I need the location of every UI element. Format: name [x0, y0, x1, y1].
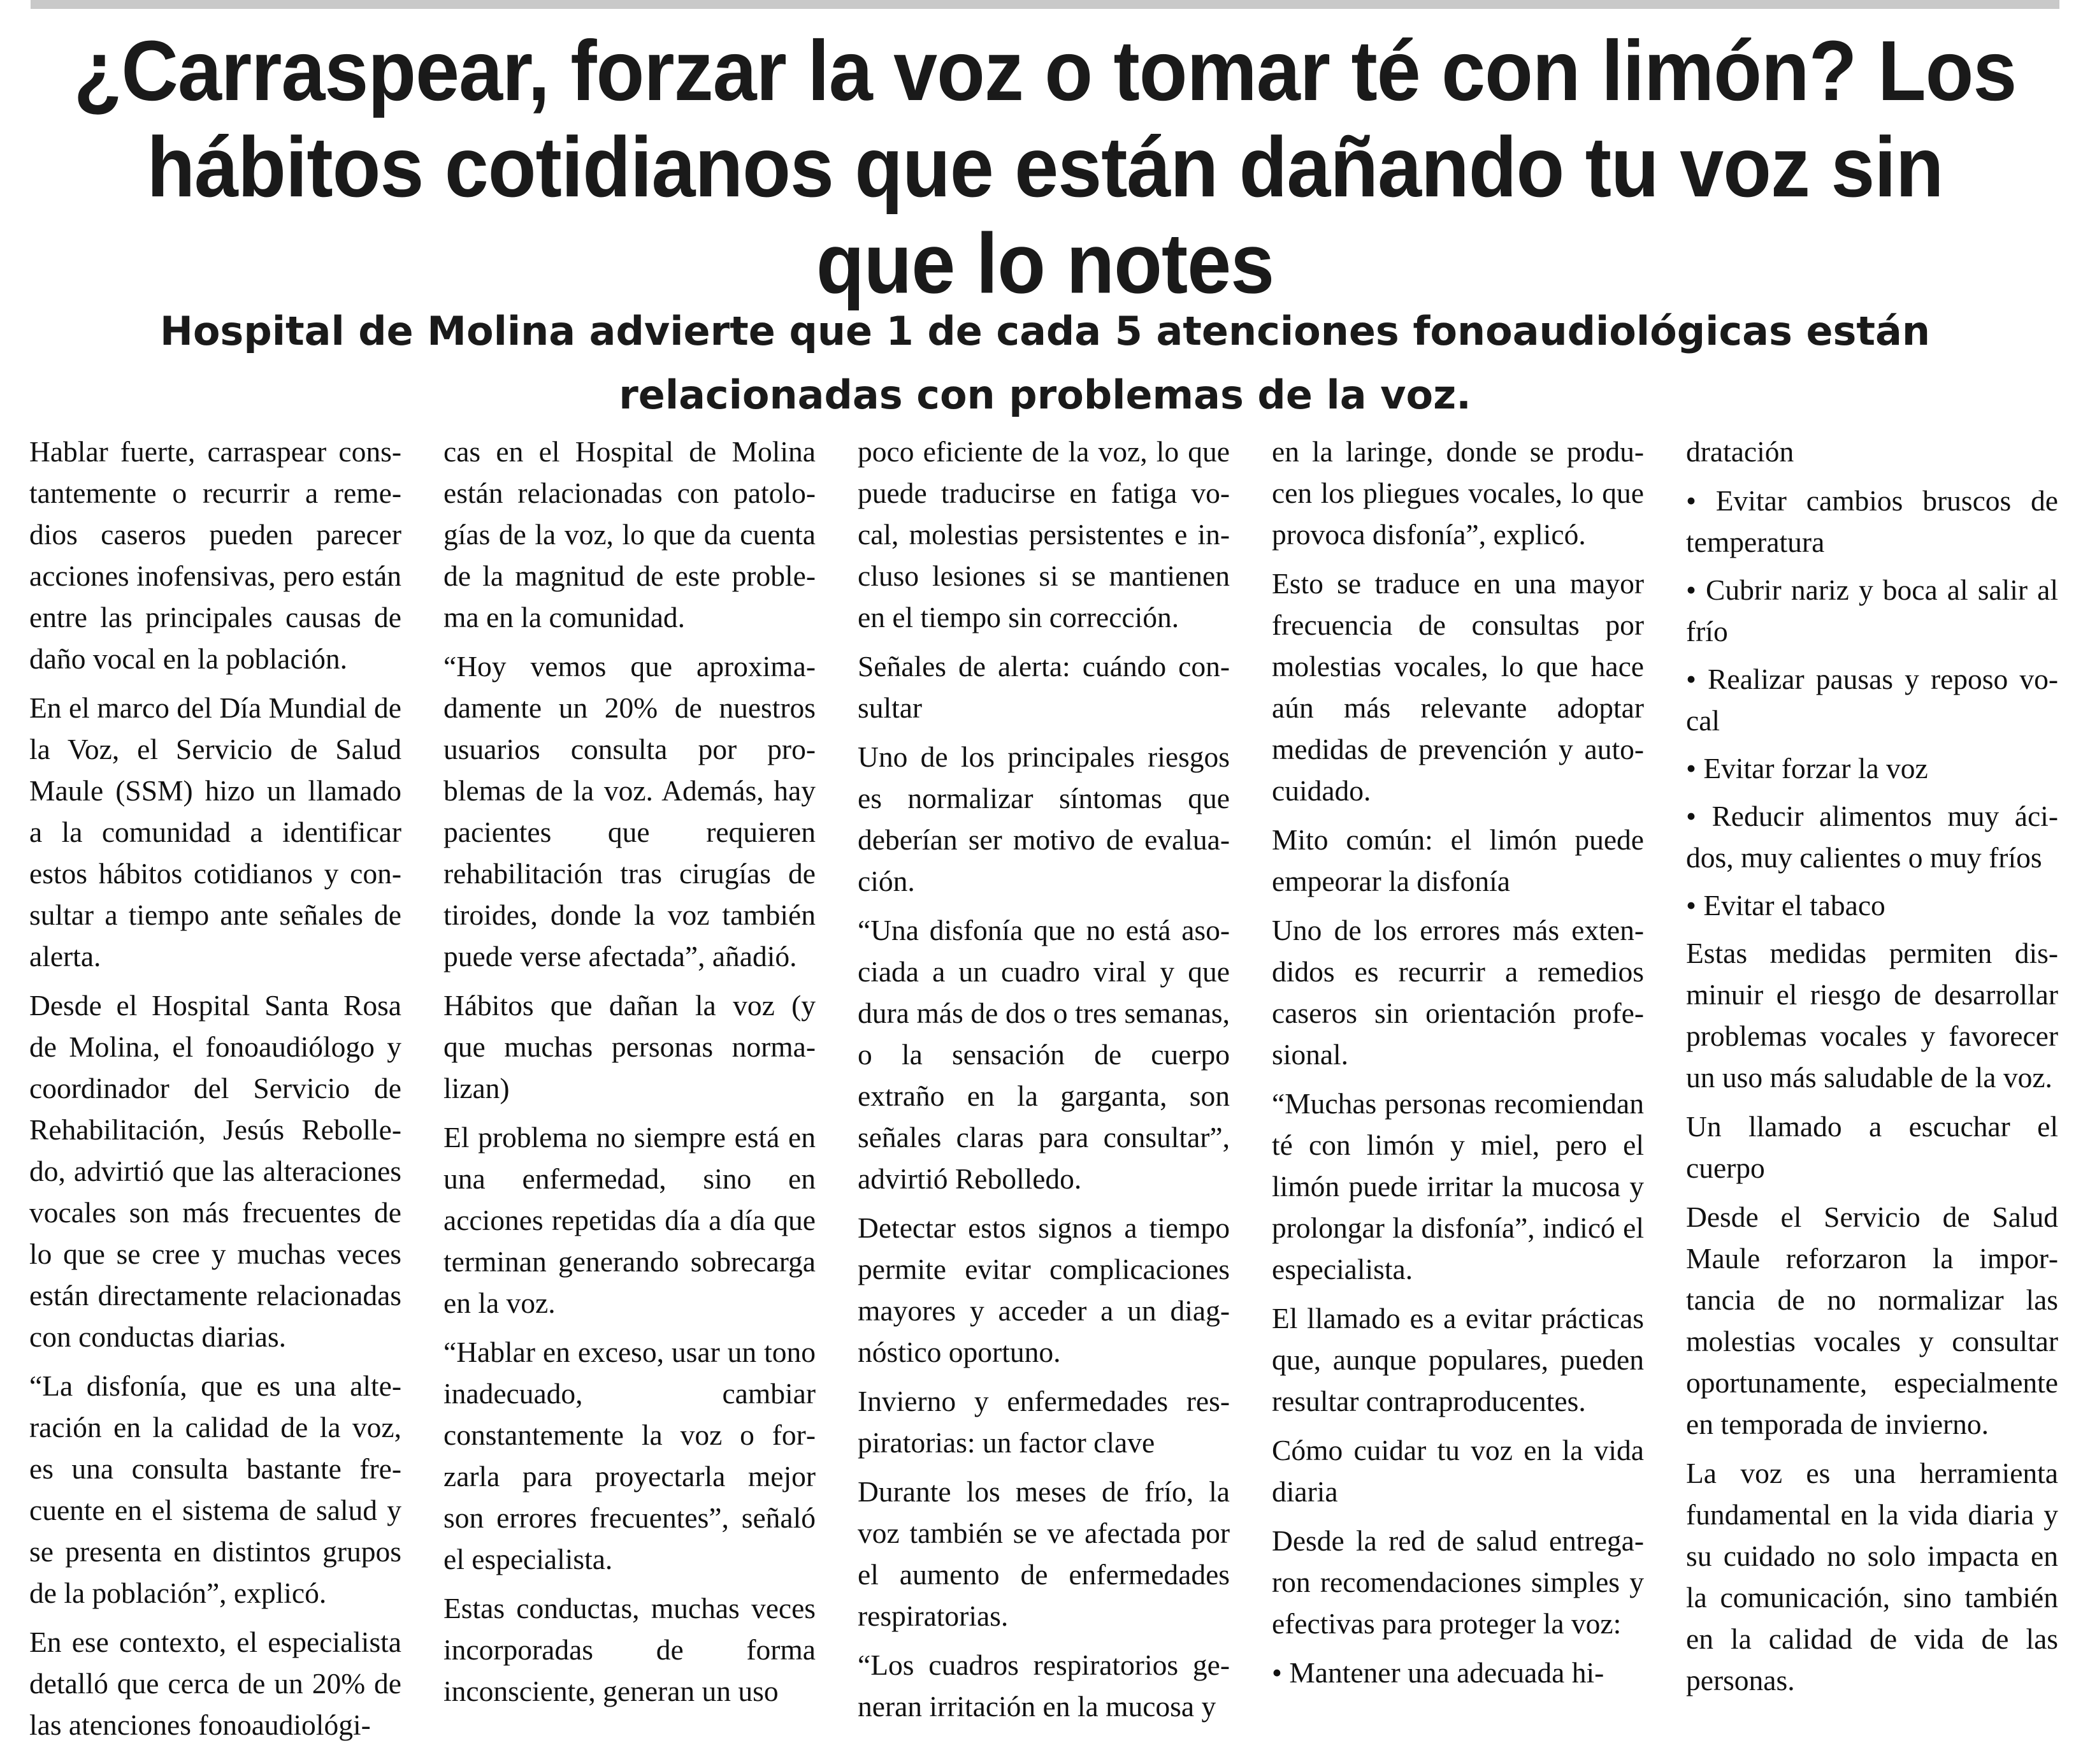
paragraph: Desde el Servicio de Salud Maule reforzaron la importancia de no normalizar las molestias vocales y consultar oportunamente, especialmente en temporada de invierno. — [1686, 1201, 2058, 1440]
recommendations-list — [1686, 480, 2058, 926]
paragraph: En ese contexto, el especialista detalló que cerca de un 20% de las atenciones fonoaudiológi- — [29, 1626, 401, 1741]
top-rule — [31, 0, 2059, 9]
paragraph: Durante los meses de frío, la voz también se ve afectada por el aumento de enfermedades respiratorias. — [858, 1475, 1230, 1632]
article-column-4 — [1272, 431, 1644, 1750]
article-column-1 — [29, 431, 401, 1750]
section-heading: Señales de alerta: cuándo consultar — [858, 650, 1230, 724]
paragraph: Desde la red de salud entregaron recomendaciones simples y efectivas para proteger la voz: — [1272, 1524, 1644, 1640]
paragraph: “Hablar en exceso, usar un tono inadecuado, cambiar constantemente la voz o forzarla para proyectarla mejor son errores frecuentes”, señaló el especialista. — [443, 1336, 816, 1575]
paragraph: “La disfonía, que es una alteración en la calidad de la voz, es una consulta bastante frecuente en el sistema de salud y se presenta en distintos grupos de la población”, explicó. — [29, 1370, 401, 1609]
list-item: • Mantener una adecuada hi- — [1272, 1652, 1644, 1693]
list-item: • Evitar forzar la voz — [1686, 748, 2058, 789]
list-item: • Cubrir nariz y boca al salir al frío — [1686, 569, 2058, 652]
paragraph: “Hoy vemos que aproximadamente un 20% de nuestros usuarios consulta por problemas de la voz. Además, hay pacientes que requieren rehabilitación tras cirugías de tiroides, donde la voz también puede verse afectada”, añadió. — [443, 650, 816, 972]
article-column-5 — [1686, 431, 2058, 1750]
recommendations-list — [1272, 1652, 1644, 1693]
paragraph: dratación — [1686, 435, 1794, 468]
paragraph: Estas conductas, muchas veces incorporadas de forma inconsciente, generan un uso — [443, 1592, 816, 1707]
subtitle: Hospital de Molina advierte que 1 de cada 5 atenciones fonoaudiológicas están relacionadas con problemas de la voz. — [159, 308, 1931, 418]
paragraph: La voz es una herramienta fundamental en la vida diaria y su cuidado no solo impacta en la comunicación, sino también en la calidad de vida de las personas. — [1686, 1457, 2058, 1696]
paragraph: Esto se traduce en una mayor frecuencia de consultas por molestias vocales, lo que hace aún más relevante adoptar medidas de prevención y autocuidado. — [1272, 567, 1644, 807]
paragraph: Hablar fuerte, carraspear constantemente o recurrir a remedios caseros pueden parecer acciones inofensivas, pero están entre las principales causas de daño vocal en la población. — [29, 435, 401, 675]
paragraph: “Los cuadros respiratorios generan irritación en la mucosa y — [858, 1649, 1230, 1723]
paragraph: Uno de los errores más extendidos es recurrir a remedios caseros sin orientación profesional. — [1272, 914, 1644, 1071]
list-item: • Evitar cambios bruscos de temperatura — [1686, 480, 2058, 563]
paragraph: poco eficiente de la voz, lo que puede traducirse en fatiga vocal, molestias persistentes e incluso lesiones si se mantienen en el tiempo sin corrección. — [858, 435, 1230, 633]
paragraph: Desde el Hospital Santa Rosa de Molina, el fonoaudiólogo y coordinador del Servicio de Rehabilitación, Jesús Rebolledo, advirtió que las alteraciones vocales son más frecuentes de lo que se cree y muchas veces están directamente relacionadas con conductas diarias. — [29, 989, 401, 1353]
paragraph: cas en el Hospital de Molina están relacionadas con patologías de la voz, lo que da cuenta de la magnitud de este problema en la comunidad. — [443, 435, 816, 633]
paragraph: en la laringe, donde se producen los pliegues vocales, lo que provoca disfonía”, explicó. — [1272, 435, 1644, 551]
article-column-3 — [858, 431, 1230, 1750]
list-item: • Evitar el tabaco — [1686, 885, 2058, 926]
paragraph: “Muchas personas recomiendan té con limón y miel, pero el limón puede irritar la mucosa y prolongar la disfonía”, indicó el especialista. — [1272, 1087, 1644, 1285]
paragraph: Uno de los principales riesgos es normalizar síntomas que deberían ser motivo de evaluación. — [858, 741, 1230, 897]
section-heading: Invierno y enfermedades respiratorias: un factor clave — [858, 1385, 1230, 1459]
section-heading: Mito común: el limón puede empeorar la disfonía — [1272, 823, 1644, 897]
list-item: • Reducir alimentos muy ácidos, muy calientes o muy fríos — [1686, 795, 2058, 878]
paragraph: El llamado es a evitar prácticas que, aunque populares, pueden resultar contraproducentes. — [1272, 1302, 1644, 1417]
paragraph: “Una disfonía que no está asociada a un cuadro viral y que dura más de dos o tres semanas, o la sensación de cuerpo extraño en la garganta, son señales claras para consultar”, advirtió Rebolledo. — [858, 914, 1230, 1195]
paragraph: El problema no siempre está en una enfermedad, sino en acciones repetidas día a día que terminan generando sobrecarga en la voz. — [443, 1121, 816, 1319]
section-heading: Cómo cuidar tu voz en la vida diaria — [1272, 1434, 1644, 1508]
paragraph: En el marco del Día Mundial de la Voz, el Servicio de Salud Maule (SSM) hizo un llamado a la comunidad a identificar estos hábitos cotidianos y consultar a tiempo ante señales de alerta. — [29, 691, 401, 972]
article-column-2 — [443, 431, 816, 1750]
section-heading: Hábitos que dañan la voz (y que muchas personas normalizan) — [443, 989, 816, 1104]
list-item: • Realizar pausas y reposo vocal — [1686, 658, 2058, 741]
paragraph: Detectar estos signos a tiempo permite evitar complicaciones mayores y acceder a un diagnóstico oportuno. — [858, 1211, 1230, 1368]
headline: ¿Carraspear, forzar la voz o tomar té con limón? Los hábitos cotidianos que están dañando tu voz sin que lo notes — [73, 24, 2017, 312]
paragraph: Estas medidas permiten disminuir el riesgo de desarrollar problemas vocales y favorecer un uso más saludable de la voz. — [1686, 937, 2058, 1094]
section-heading: Un llamado a escuchar el cuerpo — [1686, 1110, 2058, 1184]
